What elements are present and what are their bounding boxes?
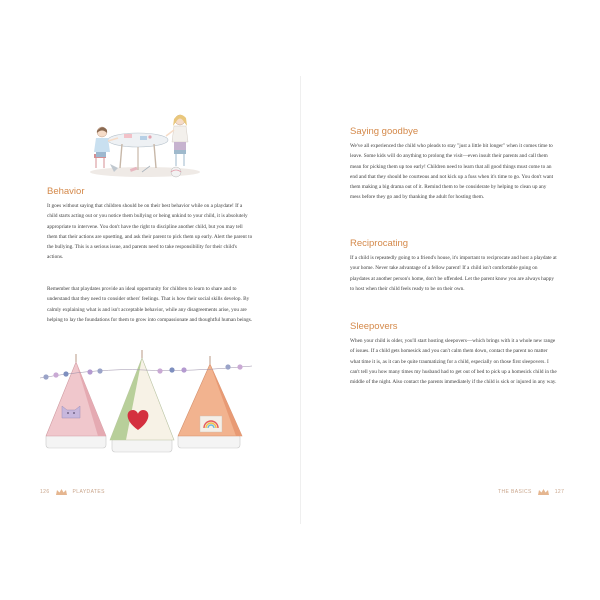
right-running-head: THE BASICS bbox=[498, 489, 532, 495]
left-running-head: PLAYDATES bbox=[72, 489, 105, 495]
right-page-number: 127 bbox=[554, 489, 565, 495]
children-at-table-illustration bbox=[80, 106, 210, 188]
sleepovers-paragraph: When your child is older, you'll start hosting sleepovers—which brings with it a whole new range of issues. If a child gets homesick and you can't calm them down, contact the parent no matter what time it is, as it can be quite traumatizing for a child, especially on those first sleepovers. I can't tell you how many times my husband had to get out of bed to pick up a homesick child in the middle of the night. Also contact the parents immediately if the child is sick or injured in any way. bbox=[350, 338, 557, 386]
reciprocating-heading: Reciprocating bbox=[350, 238, 409, 249]
saying-goodbye-paragraph: We've all experienced the child who pleads to stay "just a little bit longer" when it comes time to leave. Some kids will do anything to prolong the visit—even insult their parents and call them mean for picking them up too early! Children need to learn that all good things must come to an end and that they should be courteous and not kick up a fuss when it's time to go. You don't want them making a big drama out of it. Remind them to be considerate by helping to clean up any mess before they go and by thanking the adult for hosting them. bbox=[350, 143, 554, 201]
right-folio bbox=[498, 489, 564, 495]
behavior-heading: Behavior bbox=[47, 186, 85, 197]
left-folio bbox=[40, 489, 105, 495]
behavior-paragraph-2: Remember that playdates provide an ideal opportunity for children to learn to share and to understand that they need to consider others' feelings. That is how their social skills develop. By calmly explaining what is and isn't acceptable behavior, while any disagreements arise, you are helping to lay the foundations for them to grow into compassionate and thoughtful human beings. bbox=[47, 286, 253, 323]
reciprocating-paragraph: If a child is repeatedly going to a friend's house, it's important to reciprocate and host a playdate at your home. Never take advantage of a fellow parent! If a child isn't comfortable going on playdates at another person's home, don't be offended. Let the parent know you are always happy to host when their child feels ready to be on their own. bbox=[350, 255, 557, 292]
crown-ornament-icon bbox=[56, 489, 67, 495]
sleepovers-heading: Sleepovers bbox=[350, 321, 398, 332]
saying-goodbye-heading: Saying goodbye bbox=[350, 126, 419, 137]
behavior-paragraph-1: It goes without saying that children should be on their best behavior while on a playdate! If a child starts acting out or you notice them bullying or being unkind to your child, it is absolutely appropriate to intervene. You don't have the right to discipline another child, but you may tell them that their actions are upsetting, and ask their parent to pick them up early. Alert the parent to the bullying. This is a serious issue, and parents need to take responsibility for their child's actions. bbox=[47, 203, 253, 261]
crown-ornament-icon bbox=[538, 489, 549, 495]
sleepover-tents-illustration bbox=[40, 348, 252, 466]
left-page-number: 126 bbox=[40, 489, 50, 495]
page-gutter bbox=[300, 76, 301, 524]
